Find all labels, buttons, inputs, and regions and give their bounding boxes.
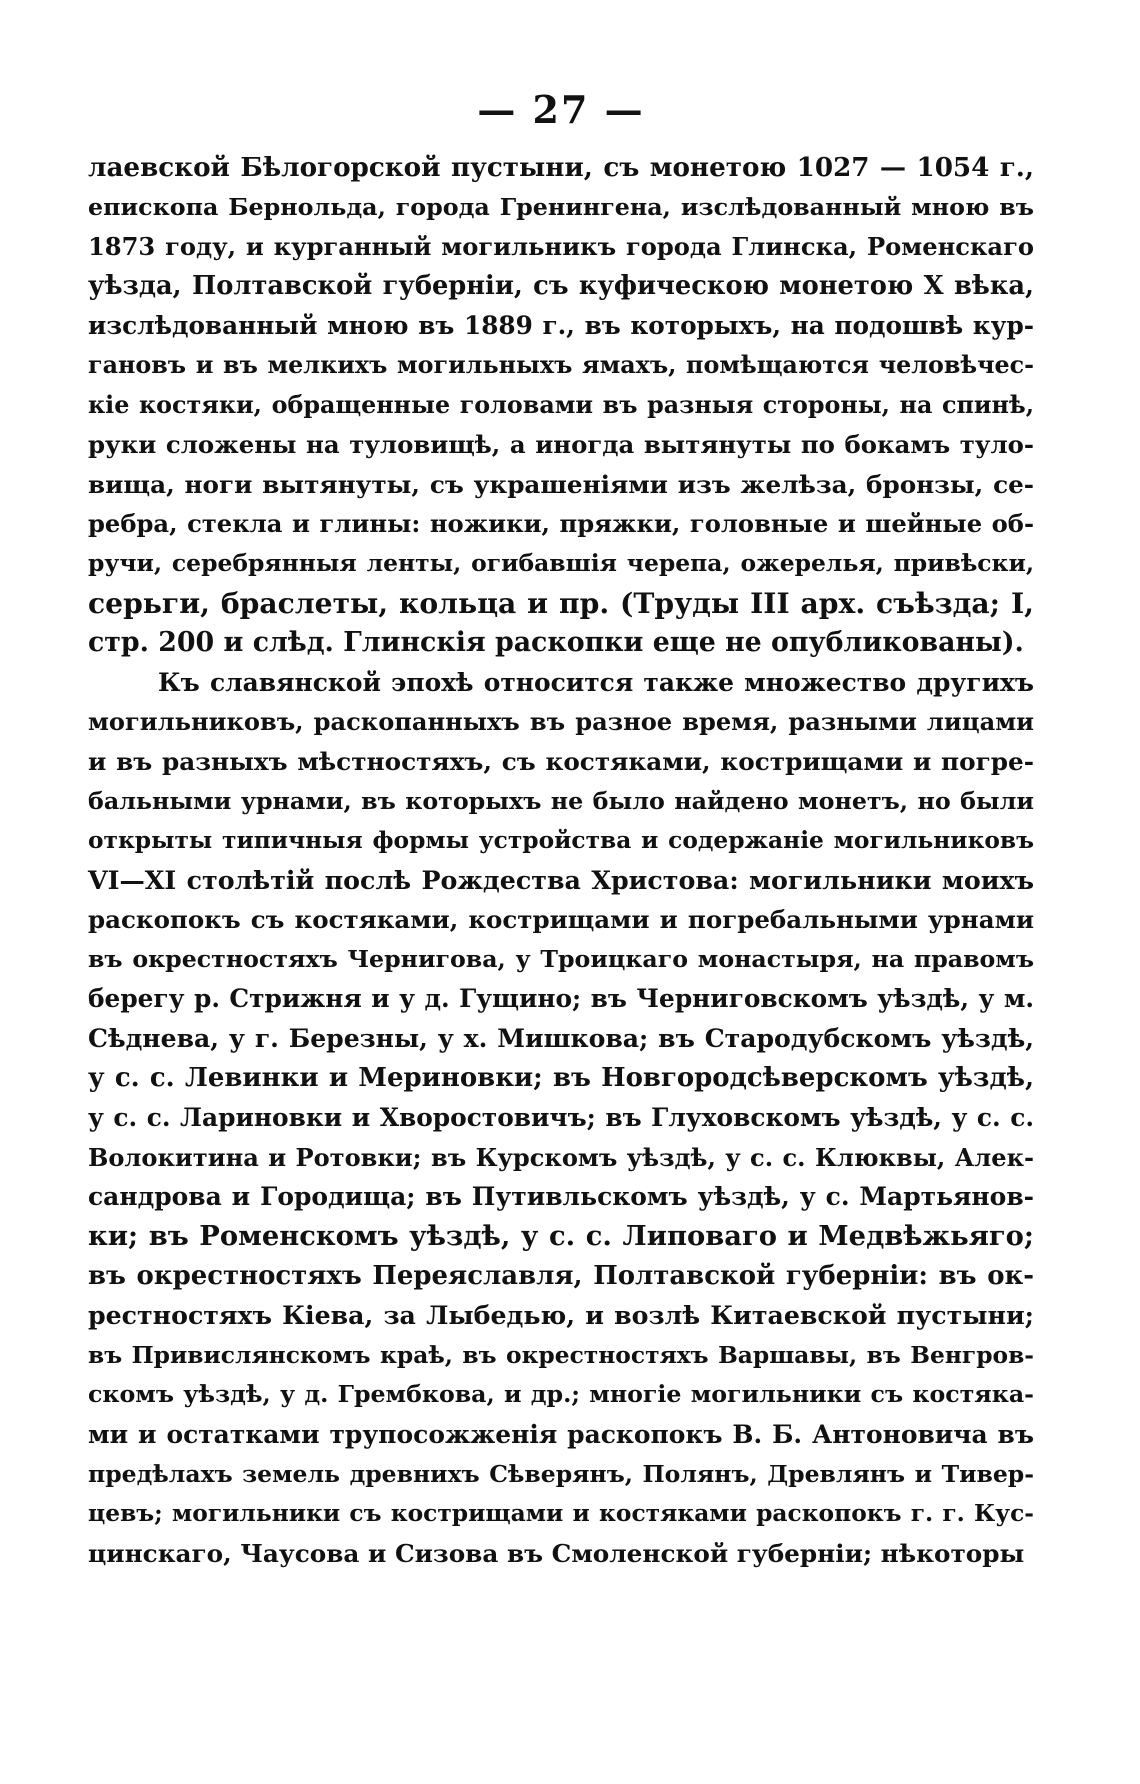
text-line: рестностяхъ Кіева, за Лыбедью, и возлѣ Китаевской пустыни;	[88, 1300, 1034, 1331]
paragraph-1	[88, 148, 1034, 663]
text-line: стр. 200 и слѣд. Глинскія раскопки еще не опубликованы).	[88, 627, 1024, 659]
text-line: епископа Бернольда, города Гренингена, изслѣдованный мною въ	[88, 192, 1034, 221]
text-line: Волокитина и Ротовки; въ Курскомъ уѣздѣ, у с. с. Клюквы, Алек-	[88, 1142, 1034, 1172]
text-line: 1873 году, и курганный могильникъ города Глинска, Роменскаго	[88, 232, 1034, 262]
text-line: ки; въ Роменскомъ уѣздѣ, у с. с. Липоваго и Медвѣжьяго;	[88, 1220, 1034, 1253]
page-number: — 27 —	[477, 87, 645, 132]
text-line: у с. с. Лариновки и Хворостовичъ; въ Глуховскомъ уѣздѣ, у с. с.	[88, 1103, 1034, 1133]
text-line: и въ разныхъ мѣстностяхъ, съ костяками, кострищами и погре-	[88, 746, 1034, 776]
text-line: раскопокъ съ костяками, кострищами и погребальными урнами	[88, 905, 1034, 935]
text-line: у с. с. Левинки и Мериновки; въ Новгородсѣверскомъ уѣздѣ,	[88, 1062, 1034, 1093]
text-line: могильниковъ, раскопанныхъ въ разное время, разными лицами	[88, 707, 1034, 737]
text-line: цинскаго, Чаусова и Сизова въ Смоленской губерніи; нѣкоторы	[88, 1538, 1025, 1568]
text-line: ребра, стекла и глины: ножики, пряжки, головные и шейные об-	[88, 509, 1034, 539]
text-line: руки сложены на туловищѣ, а иногда вытянуты по бокамъ туло-	[88, 430, 1034, 460]
text-line: ручи, серебрянныя ленты, огибавшія черепа, ожерелья, привѣски,	[88, 548, 1034, 577]
text-line: ми и остатками трупосожженія раскопокъ В. Б. Антоновича въ	[88, 1420, 1034, 1449]
book-page	[88, 80, 1034, 1573]
text-line: открыты типичныя формы устройства и содержаніе могильниковъ	[88, 827, 1034, 855]
text-line: берегу р. Стрижня и у д. Гущино; въ Черниговскомъ уѣздѣ, у м.	[88, 984, 1034, 1014]
text-line: предѣлахъ земель древнихъ Сѣверянъ, Полянъ, Древлянъ и Тивер-	[88, 1459, 1034, 1488]
text-line: лаевской Бѣлогорской пустыни, съ монетою 1027 — 1054 г.,	[88, 152, 1034, 183]
text-line: сандрова и Городища; въ Путивльскомъ уѣздѣ, у с. Мартьянов-	[88, 1182, 1034, 1212]
text-line: уѣзда, Полтавской губерніи, съ куфическою монетою X вѣка,	[88, 270, 1034, 301]
text-line: серьги, браслеты, кольца и пр. (Труды III арх. съѣзда; I,	[88, 586, 1034, 620]
text-line: вища, ноги вытянуты, съ украшеніями изъ желѣза, бронзы, се-	[88, 469, 1034, 499]
text-line: Сѣднева, у г. Березны, у х. Мишкова; въ Стародубскомъ уѣздѣ,	[88, 1023, 1034, 1054]
text-line: изслѣдованный мною въ 1889 г., въ которыхъ, на подошвѣ кур-	[88, 311, 1034, 341]
text-line: гановъ и въ мелкихъ могильныхъ ямахъ, помѣщаются человѣчес-	[88, 350, 1034, 379]
text-line: Къ славянской эпохѣ относится также множество другихъ	[158, 667, 1034, 697]
text-line: VI—XI столѣтій послѣ Рождества Христова: могильники моихъ	[88, 864, 1034, 895]
text-line: бальными урнами, въ которыхъ не было найдено монетъ, но были	[88, 786, 1034, 815]
text-line: въ окрестностяхъ Переяславля, Полтавской губерніи: въ ок-	[88, 1260, 1034, 1291]
text-line: въ окрестностяхъ Чернигова, у Троицкаго монастыря, на правомъ	[88, 944, 1034, 973]
text-line: скомъ уѣздѣ, у д. Грембкова, и др.; многіе могильники съ костяка-	[88, 1380, 1034, 1409]
text-line: цевъ; могильники съ кострищами и костяками раскопокъ г. г. Кус-	[88, 1499, 1034, 1528]
text-line: кіе костяки, обращенные головами въ разныя стороны, на спинѣ,	[88, 390, 1034, 419]
text-line: въ Привислянскомъ краѣ, въ окрестностяхъ Варшавы, въ Венгров-	[88, 1340, 1034, 1369]
paragraph-2	[88, 663, 1034, 1574]
